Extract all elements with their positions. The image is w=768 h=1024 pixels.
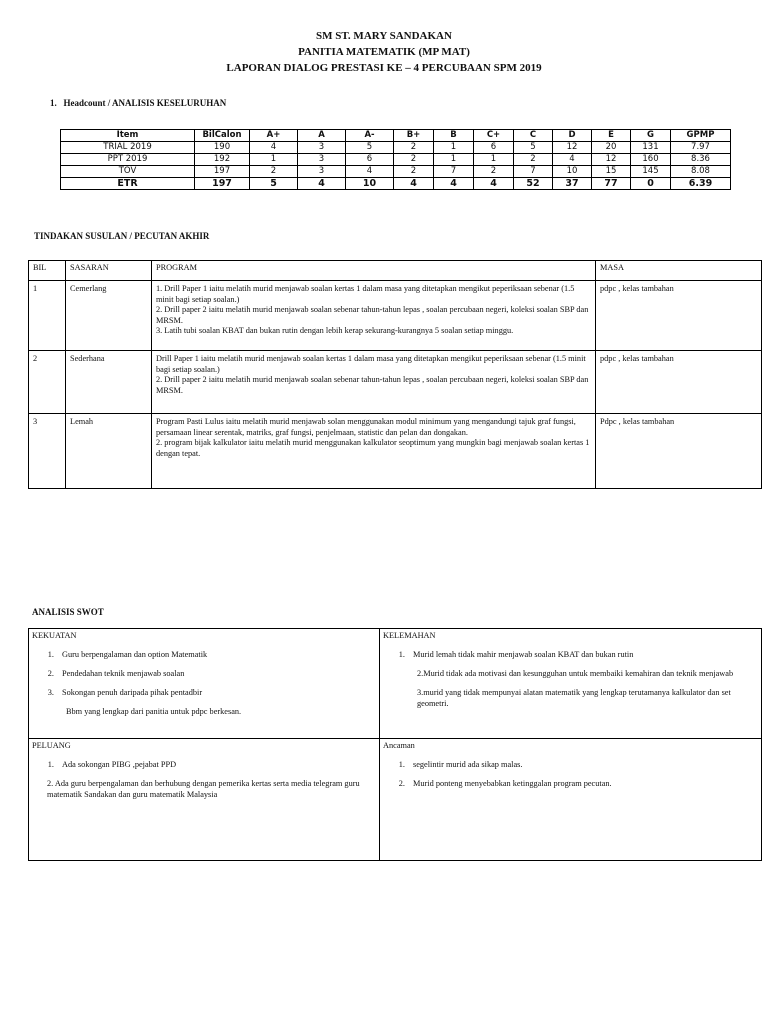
swot-kekuatan-heading: KEKUATAN [32,631,77,640]
results-cell: 3 [298,142,346,154]
plan-header-row [29,261,762,281]
results-col-header: D [553,130,592,142]
action-plan-table [28,260,762,489]
swot-item [32,706,376,717]
swot-peluang-heading: PELUANG [32,741,71,750]
results-cell: 3 [298,154,346,166]
results-cell: 5 [346,142,394,154]
results-cell: 2 [394,166,434,178]
section-1-title: Headcount / ANALISIS KESELURUHAN [63,98,227,108]
results-cell: 37 [553,178,592,190]
results-cell: 1 [434,142,474,154]
results-col-header: C [514,130,553,142]
results-col-header: E [592,130,631,142]
kekuatan-list [32,649,376,717]
results-cell: 190 [195,142,250,154]
swot-item-text: Bbm yang lengkap dari panitia untuk pdpc berkesan. [66,707,242,716]
swot-item [32,778,376,800]
swot-table [28,628,762,861]
section-1-number: 1. [50,98,57,108]
results-row [61,154,731,166]
swot-item-number: 1. [398,760,405,769]
swot-item-number: 1. [47,760,54,769]
plan-program-line: 1. Drill Paper 1 iaitu melatih murid menjawab soalan kertas 1 dalam masa yang ditetapkan mengikut peperiksaan sebenar (1.5 minit bagi setiap soalan.) [156,284,575,304]
swot-kelemahan-heading: KELEMAHAN [383,631,436,640]
results-cell: 4 [346,166,394,178]
results-cell: 4 [553,154,592,166]
plan-program-line: 3. Latih tubi soalan KBAT dan bukan rutin dengan lebih kerap sekurang-kurangnya 5 soalan setiap minggu. [156,326,514,335]
kelemahan-list [383,649,758,709]
results-col-header: A+ [250,130,298,142]
swot-item-text: Pendedahan teknik menjawab soalan [62,669,185,678]
results-cell: 52 [514,178,553,190]
results-table [60,129,731,190]
results-cell: 131 [631,142,671,154]
section-3-title: ANALISIS SWOT [32,607,104,617]
results-cell: 7 [434,166,474,178]
swot-kelemahan-cell [380,629,762,739]
results-cell: 12 [592,154,631,166]
results-cell: 12 [553,142,592,154]
results-cell: 6 [474,142,514,154]
peluang-list [32,759,376,800]
results-col-header: Item [61,130,195,142]
results-col-header: A [298,130,346,142]
swot-ancaman-heading: Ancaman [383,741,415,750]
results-cell: 77 [592,178,631,190]
swot-kekuatan-cell [29,629,380,739]
results-cell: 15 [592,166,631,178]
results-col-header: GPMP [671,130,731,142]
results-col-header: B+ [394,130,434,142]
results-cell: 7.97 [671,142,731,154]
swot-item [32,668,376,679]
plan-program [152,414,596,489]
plan-bil: 2 [29,351,66,414]
swot-item [32,687,376,698]
swot-ancaman-cell [380,739,762,861]
results-cell: 8.08 [671,166,731,178]
swot-item-number: 3. [47,688,54,697]
plan-col-header: PROGRAM [152,261,596,281]
results-row [61,166,731,178]
results-cell: 2 [394,142,434,154]
results-cell: 2 [250,166,298,178]
swot-item-text: Murid ponteng menyebabkan ketinggalan program pecutan. [413,779,612,788]
swot-item-number: 2. [47,669,54,678]
results-cell: 10 [346,178,394,190]
plan-sasaran: Lemah [66,414,152,489]
results-cell: 1 [474,154,514,166]
swot-item [383,759,758,770]
results-cell: 3 [298,166,346,178]
results-row-label: ETR [61,178,195,190]
results-cell: 1 [250,154,298,166]
plan-program-line: 2. Drill paper 2 iaitu melatih murid menjawab soalan sebenar tahun-tahun lepas , soalan percubaan negeri, koleksi soalan SBP dan MRSM. [156,375,589,395]
plan-masa: pdpc , kelas tambahan [596,351,762,414]
swot-item-text: Guru berpengalaman dan option Matematik [62,650,208,659]
results-cell: 10 [553,166,592,178]
plan-masa: Pdpc , kelas tambahan [596,414,762,489]
plan-program-line: Drill Paper 1 iaitu melatih murid menjawab soalan kertas 1 dalam masa yang ditetapkan mengikut peperiksaan sebenar (1.5 minit bagi setiap soalan.) [156,354,586,374]
results-cell: 145 [631,166,671,178]
results-cell: 4 [298,178,346,190]
results-cell: 8.36 [671,154,731,166]
plan-col-header: SASARAN [66,261,152,281]
plan-program-line: 2. program bijak kalkulator iaitu melatih murid menggunakan kalkulator seoptimum yang mungkin bagi menjawab soalan kertas 1 dengan tepat. [156,438,590,458]
results-cell: 4 [394,178,434,190]
section-2-title: TINDAKAN SUSULAN / PECUTAN AKHIR [34,231,210,241]
results-cell: 4 [250,142,298,154]
results-cell: 192 [195,154,250,166]
results-col-header: C+ [474,130,514,142]
results-header-row [61,130,731,142]
swot-item [32,649,376,660]
plan-masa: pdpc , kelas tambahan [596,281,762,351]
plan-sasaran: Cemerlang [66,281,152,351]
section-1-heading [50,98,226,108]
plan-program [152,351,596,414]
results-cell: 20 [592,142,631,154]
swot-item-text: 3.murid yang tidak mempunyai alatan matematik yang lengkap terutamanya kalkulator dan set geometri. [417,688,731,708]
results-cell: 5 [514,142,553,154]
results-col-header: BilCalon [195,130,250,142]
results-col-header: G [631,130,671,142]
swot-item-text: segelintir murid ada sikap malas. [413,760,523,769]
swot-peluang-cell [29,739,380,861]
swot-item-number: 1. [398,650,405,659]
results-cell: 197 [195,166,250,178]
plan-program-line: 2. Drill paper 2 iaitu melatih murid menjawab soalan sebenar tahun-tahun lepas , soalan percubaan negeri, koleksi soalan SBP dan MRSM. [156,305,589,325]
plan-bil: 1 [29,281,66,351]
results-col-header: B [434,130,474,142]
plan-row [29,414,762,489]
plan-col-header: MASA [596,261,762,281]
results-row-label: TRIAL 2019 [61,142,195,154]
results-cell: 4 [474,178,514,190]
plan-row [29,281,762,351]
swot-item [383,649,758,660]
results-row-label: PPT 2019 [61,154,195,166]
plan-row [29,351,762,414]
results-cell: 6.39 [671,178,731,190]
results-cell: 2 [394,154,434,166]
results-cell: 5 [250,178,298,190]
results-row [61,178,731,190]
swot-item-number: 1. [47,650,54,659]
results-row [61,142,731,154]
swot-item [383,778,758,789]
plan-bil: 3 [29,414,66,489]
committee-name: PANITIA MATEMATIK (MP MAT) [298,46,470,58]
report-title: LAPORAN DIALOG PRESTASI KE – 4 PERCUBAAN SPM 2019 [226,62,542,74]
results-cell: 197 [195,178,250,190]
results-cell: 2 [514,154,553,166]
school-name: SM ST. MARY SANDAKAN [316,30,452,42]
results-col-header: A- [346,130,394,142]
results-cell: 6 [346,154,394,166]
swot-item-text: Murid lemah tidak mahir menjawab soalan KBAT dan bukan rutin [413,650,634,659]
ancaman-list [383,759,758,789]
results-cell: 7 [514,166,553,178]
swot-item-text: 2. Ada guru berpengalaman dan berhubung dengan pemerika kertas serta media telegram guru matematik Sandakan dan guru matematik Malaysia [47,779,360,799]
results-cell: 4 [434,178,474,190]
results-cell: 0 [631,178,671,190]
swot-item-text: Sokongan penuh daripada pihak pentadbir [62,688,203,697]
results-cell: 160 [631,154,671,166]
swot-item [383,687,758,709]
plan-col-header: BIL [29,261,66,281]
results-cell: 1 [434,154,474,166]
swot-item-text: Ada sokongan PIBG ,pejabat PPD [62,760,177,769]
results-cell: 2 [474,166,514,178]
plan-program [152,281,596,351]
swot-item-text: 2.Murid tidak ada motivasi dan kesungguhan untuk membaiki kemahiran dan teknik menjawab [417,669,734,678]
plan-sasaran: Sederhana [66,351,152,414]
results-row-label: TOV [61,166,195,178]
swot-item [32,759,376,770]
swot-item-number: 2. [398,779,405,788]
plan-program-line: Program Pasti Lulus iaitu melatih murid menjawab solan menggunakan modul minimum yang mengandungi tajuk graf fungsi, persamaan linear serentak, matriks, graf fungsi, penjelmaan, statistic dan pelan dan dongakan. [156,417,576,437]
swot-item [383,668,758,679]
